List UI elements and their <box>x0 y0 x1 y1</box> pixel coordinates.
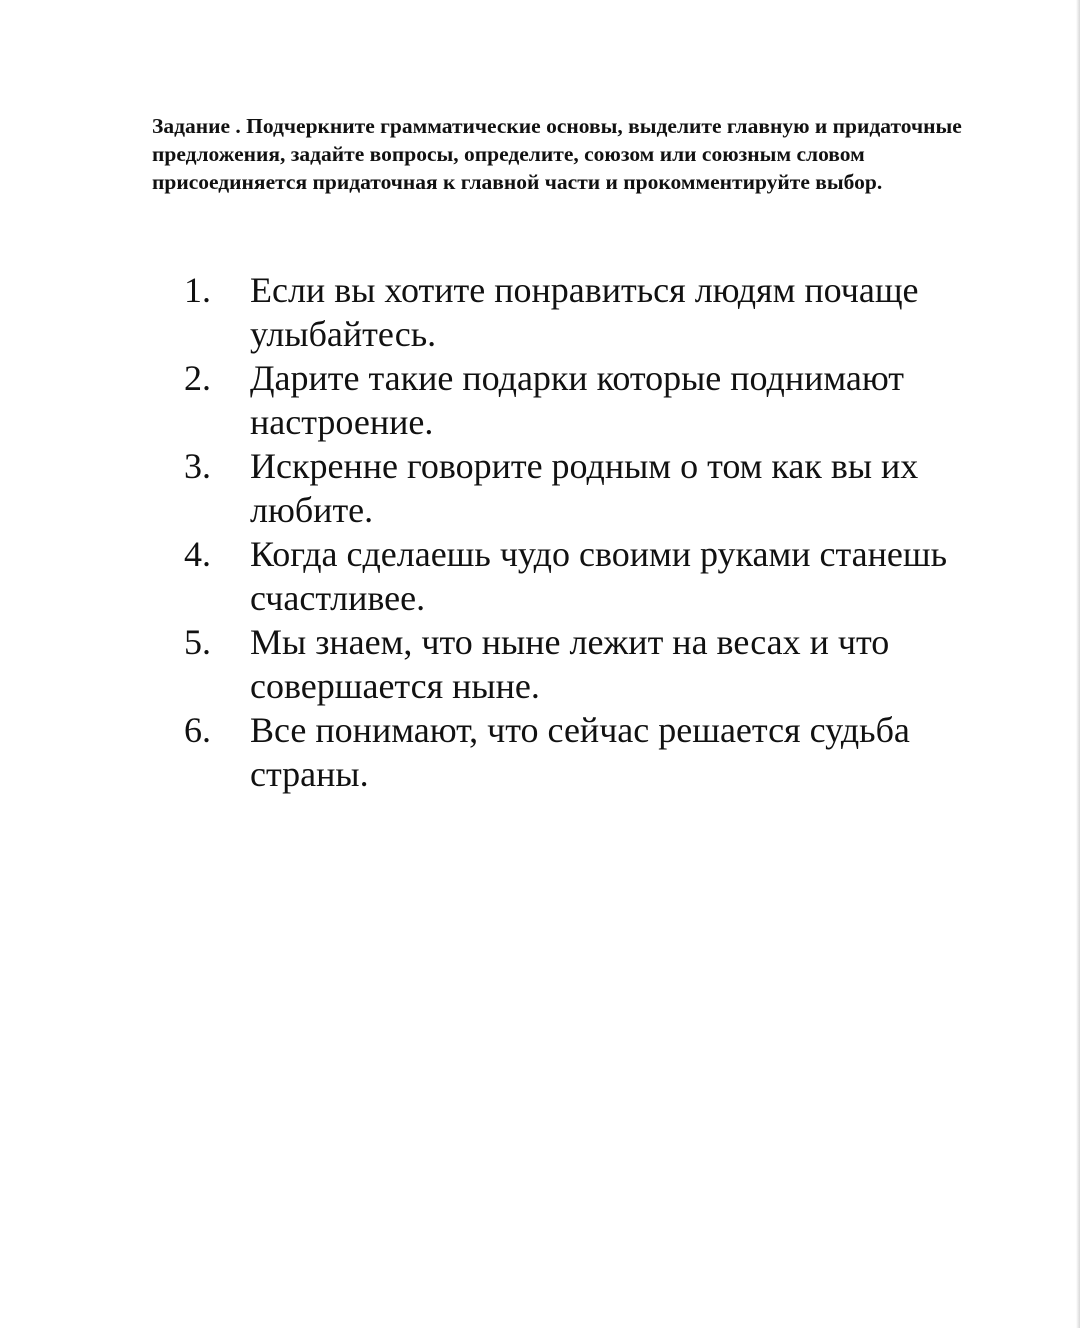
sentence-list <box>0 268 1080 796</box>
item-number: 5. <box>184 622 211 662</box>
item-number: 3. <box>184 446 211 486</box>
list-item <box>0 708 1080 796</box>
item-number: 2. <box>184 358 211 398</box>
list-item <box>0 268 1080 356</box>
item-number: 6. <box>184 710 211 750</box>
list-item <box>0 356 1080 444</box>
item-text: Искренне говорите родным о том как вы их любите. <box>250 446 919 530</box>
item-number: 1. <box>184 270 211 310</box>
task-instruction: Задание . Подчеркните грамматические основы, выделите главную и придаточные предложения, задайте вопросы, определите, союзом или союзным словом присоединяется придаточная к главной части и прокомментируйте выбор. <box>152 114 962 194</box>
item-number: 4. <box>184 534 211 574</box>
item-text: Когда сделаешь чудо своими руками станешь счастливее. <box>250 534 948 618</box>
item-text: Дарите такие подарки которые поднимают настроение. <box>250 358 905 442</box>
item-text: Все понимают, что сейчас решается судьба страны. <box>250 710 910 794</box>
list-item <box>0 444 1080 532</box>
list-item <box>0 620 1080 708</box>
item-text: Мы знаем, что ныне лежит на весах и что совершается ныне. <box>250 622 890 706</box>
item-text: Если вы хотите понравиться людям почаще улыбайтесь. <box>250 270 919 354</box>
list-item <box>0 532 1080 620</box>
